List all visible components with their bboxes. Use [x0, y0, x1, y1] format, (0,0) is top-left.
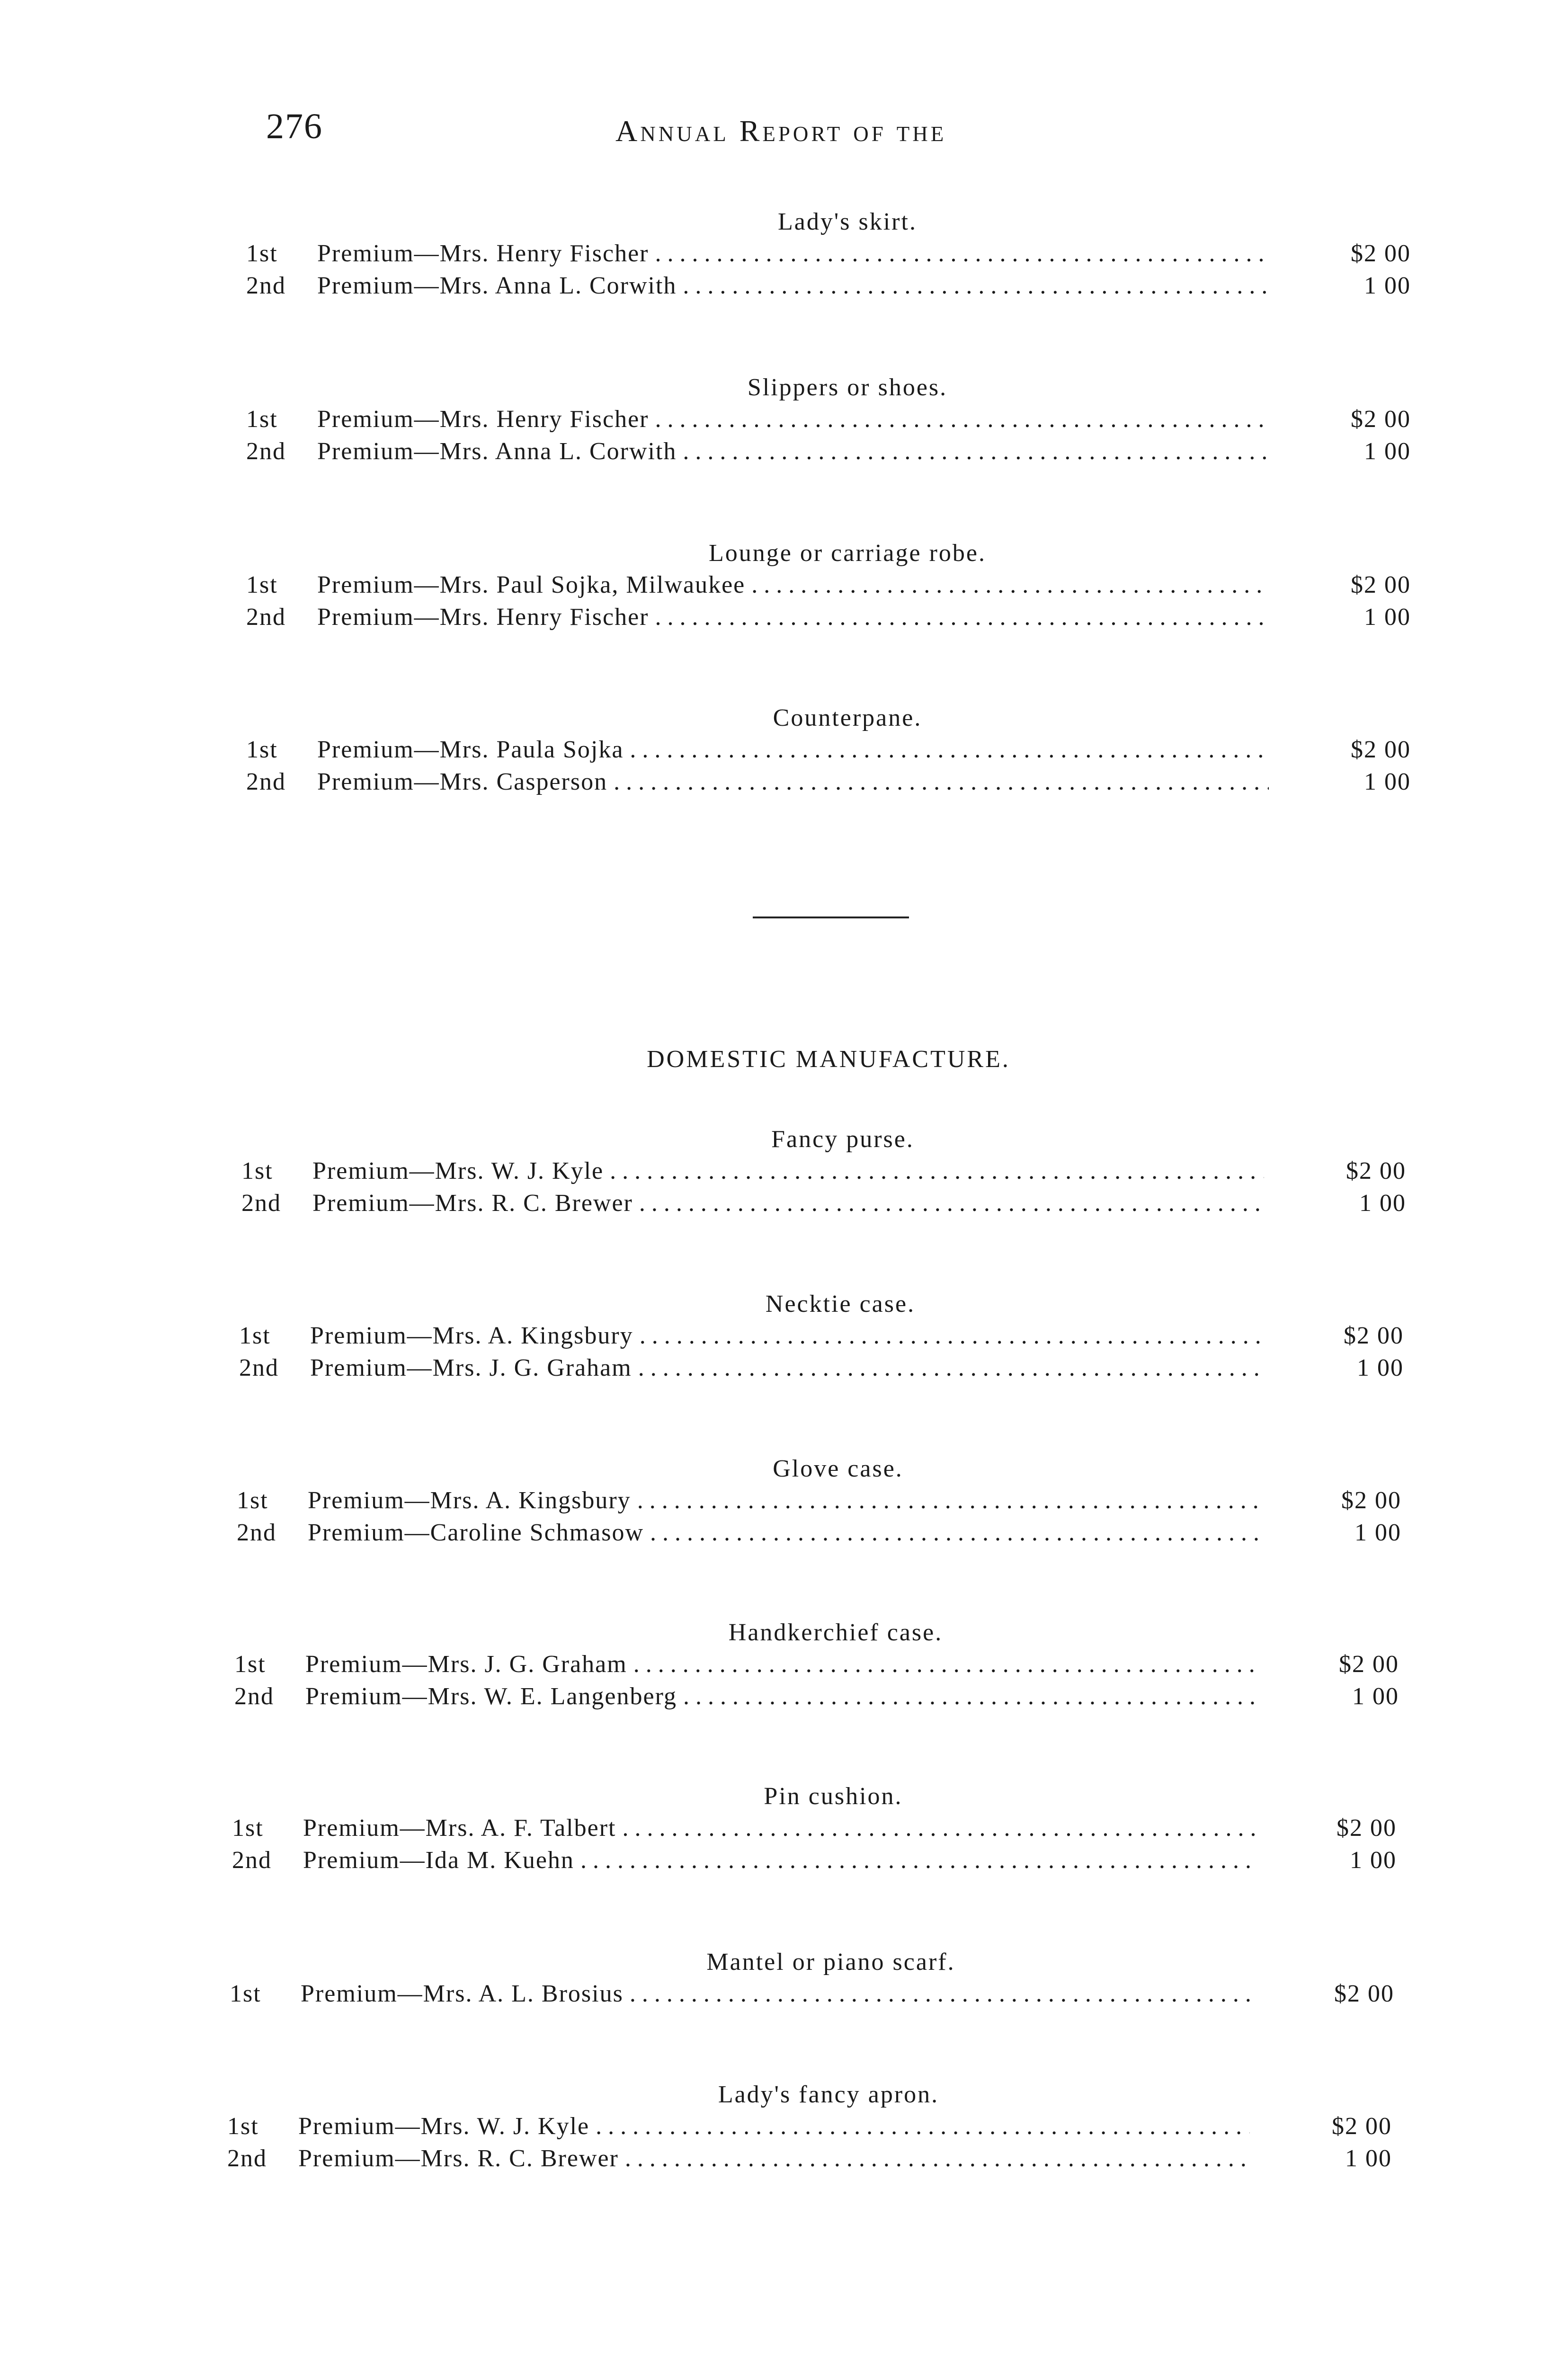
premium-amount: $2 00 — [1346, 1157, 1406, 1184]
premium-amount: $2 00 — [1341, 1487, 1401, 1514]
premium-winner: Premium—Mrs. W. J. Kyle . . . — [298, 2110, 1250, 2143]
premium-winner: Premium—Mrs. W. J. Kyle . . . — [312, 1155, 1264, 1187]
premium-winner: Premium—Mrs. R. C. Brewer . . . — [298, 2143, 1250, 2175]
premium-entry — [237, 1485, 1401, 1517]
category-title: Counterpane. — [773, 704, 922, 731]
premium-winner: Premium—Mrs. J. G. Graham . . . — [310, 1352, 1262, 1384]
category-title: Slippers or shoes. — [747, 374, 948, 401]
category-title: Pin cushion. — [764, 1783, 903, 1810]
category-title: Lounge or carriage robe. — [709, 540, 986, 567]
premium-amount: 1 00 — [1364, 768, 1411, 795]
premium-entry — [246, 734, 1411, 766]
premium-amount: $2 00 — [1351, 406, 1411, 433]
premium-entry — [241, 1155, 1406, 1187]
premium-amount: $2 00 — [1351, 240, 1411, 267]
page-number: 276 — [266, 107, 323, 146]
premium-place: 2nd — [234, 1683, 274, 1710]
premium-amount: $2 00 — [1336, 1815, 1397, 1842]
premium-place: 1st — [239, 1322, 271, 1349]
premium-list-handkerchief-case — [234, 1617, 1399, 1713]
premium-amount: 1 00 — [1364, 604, 1411, 631]
premium-winner: Premium—Mrs. A. F. Talbert . . . — [303, 1812, 1255, 1844]
premium-place: 1st — [241, 1157, 273, 1184]
category-title: Lady's fancy apron. — [718, 2081, 939, 2108]
category-title: Mantel or piano scarf. — [706, 1949, 955, 1975]
premium-list-fancy-purse — [241, 1124, 1406, 1219]
premium-place: 2nd — [246, 272, 286, 299]
premium-place: 1st — [246, 736, 278, 763]
premium-amount: 1 00 — [1364, 272, 1411, 299]
premium-amount: $2 00 — [1351, 736, 1411, 763]
premium-place: 2nd — [246, 604, 286, 631]
premium-winner: Premium—Ida M. Kuehn . . . — [303, 1844, 1255, 1877]
premium-winner: Premium—Mrs. Henry Fischer . . . — [317, 403, 1269, 436]
premium-entry — [232, 1812, 1397, 1844]
premium-place: 2nd — [239, 1354, 279, 1381]
premium-list-slippers — [246, 372, 1411, 468]
premium-entry — [246, 601, 1411, 633]
premium-entry — [232, 1844, 1397, 1877]
premium-amount: 1 00 — [1364, 438, 1411, 465]
premium-place: 1st — [227, 2113, 259, 2140]
premium-entry — [230, 1978, 1394, 2010]
premium-list-lady-skirt — [246, 206, 1411, 302]
premium-entry — [246, 403, 1411, 436]
premium-list-pin-cushion — [232, 1781, 1397, 1877]
premium-winner: Premium—Mrs. Henry Fischer . . . — [317, 601, 1269, 633]
premium-place: 1st — [232, 1815, 264, 1842]
premium-entry — [246, 569, 1411, 601]
premium-place: 1st — [230, 1980, 261, 2007]
premium-amount: 1 00 — [1354, 1519, 1401, 1546]
premium-winner: Premium—Mrs. Henry Fischer . . . — [317, 238, 1269, 270]
premium-amount: 1 00 — [1357, 1354, 1404, 1381]
premium-amount: 1 00 — [1350, 1847, 1397, 1874]
premium-place: 2nd — [246, 438, 286, 465]
premium-place: 1st — [237, 1487, 268, 1514]
premium-place: 2nd — [227, 2145, 267, 2172]
domestic-manufacture-heading: DOMESTIC MANUFACTURE. — [647, 1046, 1010, 1073]
category-title: Lady's skirt. — [778, 208, 917, 235]
premium-winner: Premium—Mrs. Casperson . . . — [317, 766, 1269, 798]
premium-winner: Premium—Mrs. Anna L. Corwith . . . — [317, 436, 1269, 468]
premium-winner: Premium—Mrs. A. Kingsbury . . . — [308, 1485, 1259, 1517]
premium-place: 2nd — [237, 1519, 276, 1546]
premium-place: 1st — [246, 240, 278, 267]
category-title: Fancy purse. — [771, 1126, 914, 1153]
premium-amount: $2 00 — [1344, 1322, 1404, 1349]
premium-winner: Premium—Mrs. Paula Sojka . . . — [317, 734, 1269, 766]
premium-winner: Premium—Mrs. A. L. Brosius . . . — [301, 1978, 1252, 2010]
premium-entry — [246, 270, 1411, 302]
premium-place: 1st — [246, 406, 278, 433]
premium-amount: $2 00 — [1334, 1980, 1394, 2007]
premium-amount: $2 00 — [1332, 2113, 1392, 2140]
category-title: Handkerchief case. — [728, 1619, 943, 1646]
premium-winner: Premium—Mrs. A. Kingsbury . . . — [310, 1320, 1262, 1352]
premium-entry — [246, 766, 1411, 798]
premium-winner: Premium—Mrs. J. G. Graham . . . — [305, 1648, 1257, 1681]
premium-entry — [237, 1517, 1401, 1549]
premium-entry — [246, 238, 1411, 270]
premium-amount: 1 00 — [1352, 1683, 1399, 1710]
premium-entry — [239, 1320, 1404, 1352]
premium-amount: $2 00 — [1339, 1651, 1399, 1678]
premium-winner: Premium—Mrs. W. E. Langenberg . . . — [305, 1681, 1257, 1713]
premium-winner: Premium—Mrs. Paul Sojka, Milwaukee . . . — [317, 569, 1269, 601]
premium-place: 2nd — [232, 1847, 272, 1874]
premium-list-fancy-apron — [227, 2079, 1392, 2175]
premium-list-lounge-robe — [246, 538, 1411, 633]
premium-winner: Premium—Caroline Schmasow . . . — [308, 1517, 1259, 1549]
premium-place: 2nd — [246, 768, 286, 795]
premium-list-necktie-case — [239, 1289, 1404, 1384]
premium-entry — [241, 1187, 1406, 1219]
premium-list-glove-case — [237, 1453, 1401, 1549]
premium-place: 1st — [234, 1651, 266, 1678]
premium-amount: $2 00 — [1351, 571, 1411, 598]
premium-place: 1st — [246, 571, 278, 598]
premium-place: 2nd — [241, 1190, 281, 1217]
premium-entry — [246, 436, 1411, 468]
premium-entry — [227, 2143, 1392, 2175]
premium-list-counterpane — [246, 703, 1411, 798]
category-title: Glove case. — [773, 1455, 903, 1482]
premium-amount: 1 00 — [1345, 2145, 1392, 2172]
premium-list-mantel-scarf — [230, 1947, 1394, 2010]
premium-winner: Premium—Mrs. Anna L. Corwith . . . — [317, 270, 1269, 302]
section-divider — [753, 917, 909, 918]
premium-entry — [234, 1648, 1399, 1681]
premium-winner: Premium—Mrs. R. C. Brewer . . . — [312, 1187, 1264, 1219]
premium-amount: 1 00 — [1359, 1190, 1406, 1217]
premium-entry — [227, 2110, 1392, 2143]
running-head: Annual Report of the — [615, 114, 947, 148]
premium-entry — [234, 1681, 1399, 1713]
premium-entry — [239, 1352, 1404, 1384]
category-title: Necktie case. — [765, 1290, 916, 1317]
